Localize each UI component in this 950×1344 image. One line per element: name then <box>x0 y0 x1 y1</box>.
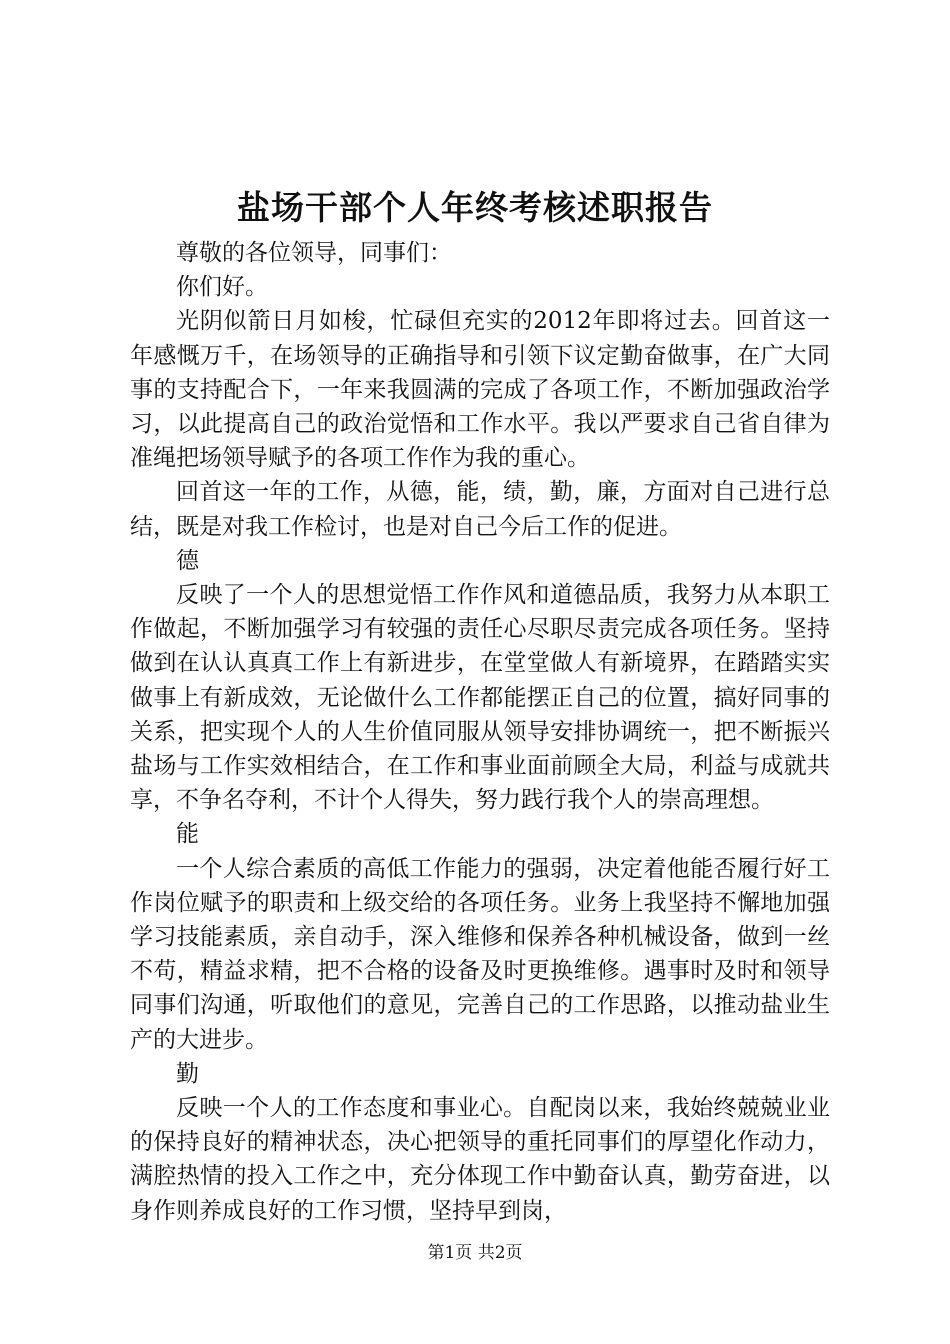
section-heading-neng: 能 <box>176 821 199 848</box>
document-title: 盐场干部个人年终考核述职报告 <box>237 188 713 227</box>
paragraph-qin: 反映一个人的工作态度和事业心。自配岗以来，我始终兢兢业业的保持良好的精神状态，决心把领导的重托同事们的厚望化作动力，满腔热情的投入工作之中，充分体现工作中勤奋认真，勤劳奋进，以身作则养成良好的工作习惯，坚持早到岗， <box>130 1095 830 1224</box>
section-heading-qin: 勤 <box>176 1060 199 1087</box>
section-heading-de: 德 <box>176 547 199 574</box>
paragraph-salutation: 尊敬的各位领导，同事们： <box>176 240 452 266</box>
document-body <box>130 236 830 1228</box>
page-footer: 第1页 共2页 <box>427 1243 523 1263</box>
paragraph-greeting: 你们好。 <box>176 274 268 301</box>
paragraph-de: 反映了一个人的思想觉悟工作作风和道德品质，我努力从本职工作做起，不断加强学习有较强的责任心尽职尽责完成各项任务。坚持做到在认认真真工作上有新进步，在堂堂做人有新境界，在踏踏实实做事上有新成效，无论做什么工作都能摆正自己的位置，搞好同事的关系，把实现个人的人生价值同服从领导安排协调统一，把不断振兴盐场与工作实效相结合，在工作和事业面前顾全大局，利益与成就共享，不争名夺利，不计个人得失，努力践行我个人的崇高理想。 <box>130 582 830 814</box>
paragraph-overview: 回首这一年的工作，从德，能，绩，勤，廉，方面对自己进行总结，既是对我工作检讨，也是对自己今后工作的促进。 <box>130 479 830 540</box>
paragraph-neng: 一个人综合素质的高低工作能力的强弱，决定着他能否履行好工作岗位赋予的职责和上级交给的各项任务。业务上我坚持不懈地加强学习技能素质，亲自动手，深入维修和保养各种机械设备，做到一丝不苟，精益求精，把不合格的设备及时更换维修。遇事时及时和领导同事们沟通，听取他们的意见，完善自己的工作思路，以推动盐业生产的大进步。 <box>130 855 830 1053</box>
paragraph-intro: 光阴似箭日月如梭，忙碌但充实的2012年即将过去。回首这一年感慨万千，在场领导的正确指导和引领下议定勤奋做事，在广大同事的支持配合下，一年来我圆满的完成了各项工作，不断加强政治学习，以此提高自己的政治觉悟和工作水平。我以严要求自己省自律为准绳把场领导赋予的各项工作作为我的重心。 <box>130 308 830 472</box>
